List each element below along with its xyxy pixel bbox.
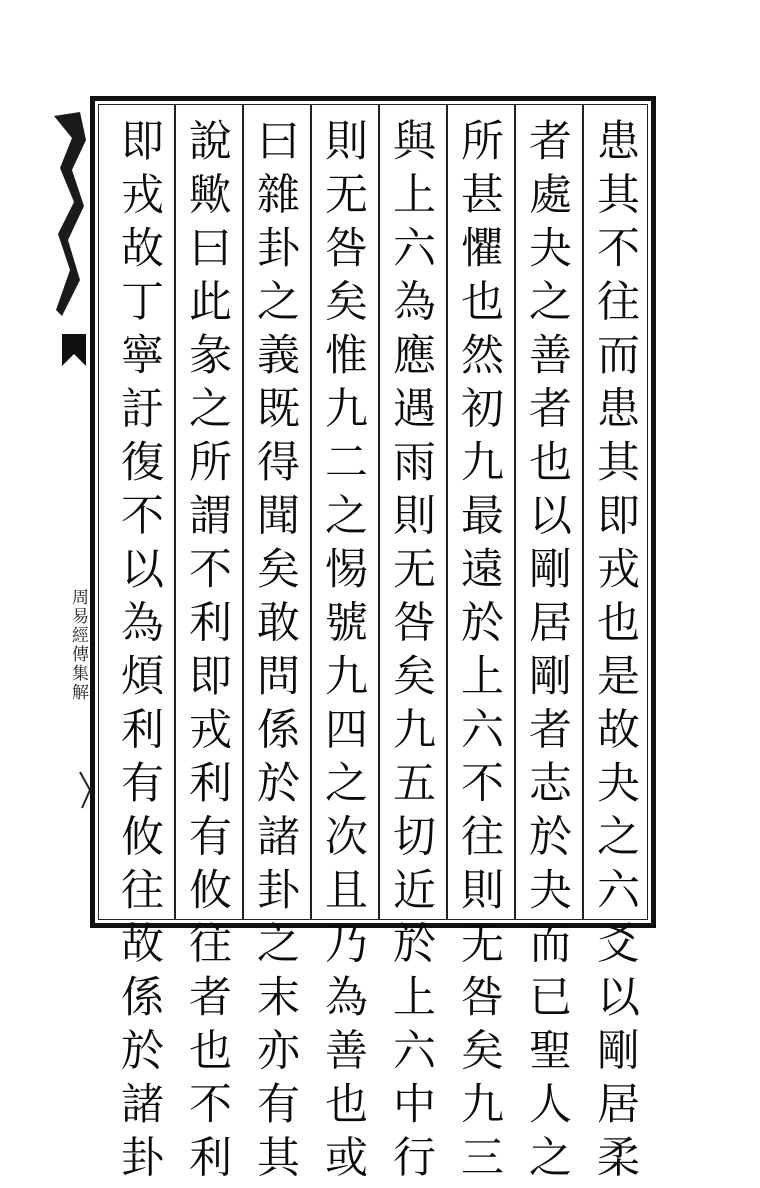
- fish-tail-mark-icon: [60, 330, 88, 370]
- margin-tick-icon: [78, 770, 92, 810]
- column-rule: [310, 104, 312, 920]
- text-column-7: 說歟曰此彖之所謂不利即戎利有攸往者也不利: [182, 118, 232, 1188]
- text-column-3: 所甚懼也然初九最遠於上六不往則无咎矣九三: [454, 118, 504, 1188]
- text-column-5: 則无咎矣惟九二之惕號九四之次且乃為善也或: [318, 118, 368, 1188]
- text-column-1: 患其不往而患其即戎也是故夬之六爻以剛居柔: [590, 118, 640, 1188]
- margin-book-title: 周易經傳集解: [68, 588, 88, 702]
- text-column-6: 曰雜卦之義既得聞矣敢問係於諸卦之末亦有其: [250, 118, 300, 1188]
- column-rule: [378, 104, 380, 920]
- column-rule: [514, 104, 516, 920]
- margin-ink-blot-icon: [50, 110, 90, 320]
- text-column-2: 者處夬之善者也以剛居剛者志於夬而已聖人之: [522, 118, 572, 1188]
- column-rule: [446, 104, 448, 920]
- text-column-8: 即戎故丁寧訏復不以為煩利有攸往故係於諸卦: [114, 118, 164, 1188]
- column-rule: [582, 104, 584, 920]
- column-rule: [174, 104, 176, 920]
- text-column-4: 與上六為應遇雨則无咎矣九五切近於上六中行: [386, 118, 436, 1188]
- column-rule: [242, 104, 244, 920]
